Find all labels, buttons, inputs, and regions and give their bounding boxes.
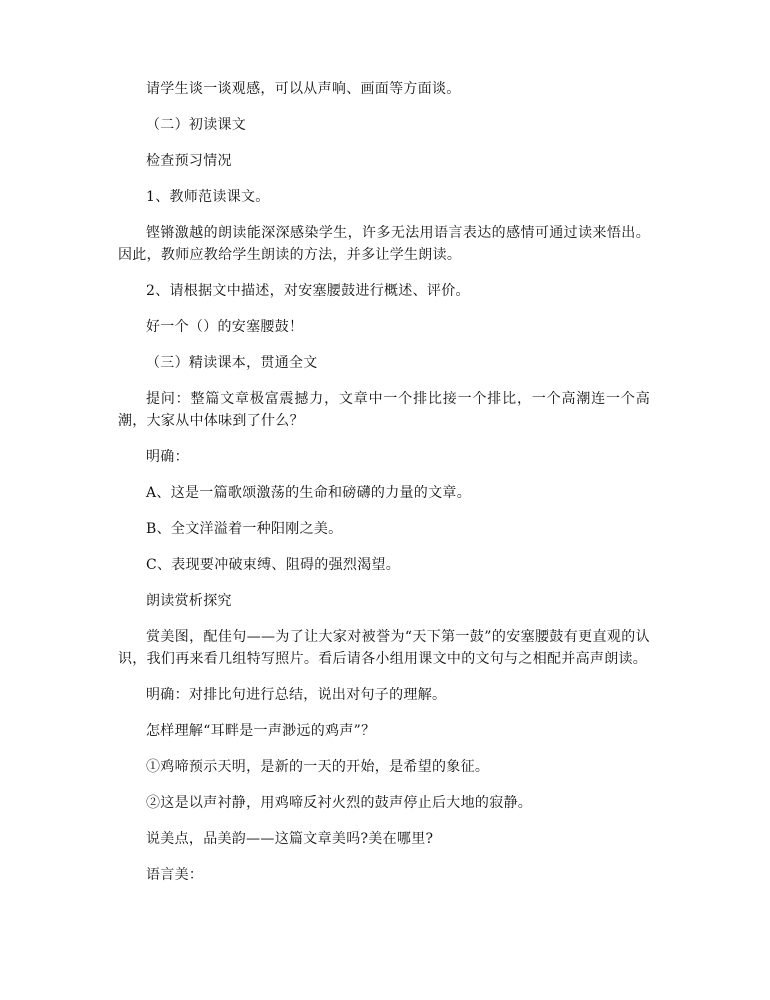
paragraph: 好一个（）的安塞腰鼓！ — [146, 319, 304, 335]
paragraph: 明确：对排比句进行总结，说出对句子的理解。 — [146, 687, 447, 703]
paragraph: 语言美： — [146, 867, 204, 883]
paragraph: 请学生谈一谈观感，可以从声响、画面等方面谈。 — [146, 81, 461, 97]
document-body — [118, 78, 650, 900]
paragraph: 说美点，品美韵——这篇文章美吗?美在哪里? — [146, 831, 434, 847]
section-heading: （三）精读课本，贯通全文 — [146, 355, 318, 371]
paragraph: C、表现要冲破束缚、阻碍的强烈渴望。 — [146, 557, 401, 573]
paragraph: B、全文洋溢着一种阳刚之美。 — [146, 521, 343, 537]
paragraph: 赏美图，配佳句——为了让大家对被誉为“天下第一鼓”的安塞腰鼓有更直观的认识，我们再来看几组特写照片。看后请各小组用课文中的文句与之相配并高声朗读。 — [118, 629, 650, 667]
paragraph: 1、教师范读课文。 — [146, 189, 270, 205]
section-heading: （二）初读课文 — [146, 117, 247, 133]
paragraph: 朗读赏析探究 — [146, 593, 232, 609]
paragraph: 怎样理解“耳畔是一声渺远的鸡声”？ — [146, 723, 376, 739]
paragraph: ①鸡啼预示天明，是新的一天的开始，是希望的象征。 — [146, 759, 490, 775]
paragraph: 铿锵激越的朗读能深深感染学生，许多无法用语言表达的感情可通过读来悟出。因此，教师应教给学生朗读的方法，并多让学生朗读。 — [118, 225, 650, 263]
paragraph: A、这是一篇歌颂激荡的生命和磅礴的力量的文章。 — [146, 485, 472, 501]
paragraph: ②这是以声衬静，用鸡啼反衬火烈的鼓声停止后大地的寂静。 — [146, 795, 533, 811]
paragraph: 明确： — [146, 449, 189, 465]
paragraph: 2、请根据文中描述，对安塞腰鼓进行概述、评价。 — [146, 283, 470, 299]
paragraph: 检查预习情况 — [146, 153, 232, 169]
paragraph: 提问：整篇文章极富震撼力，文章中一个排比接一个排比，一个高潮连一个高潮，大家从中体味到了什么？ — [118, 391, 650, 429]
